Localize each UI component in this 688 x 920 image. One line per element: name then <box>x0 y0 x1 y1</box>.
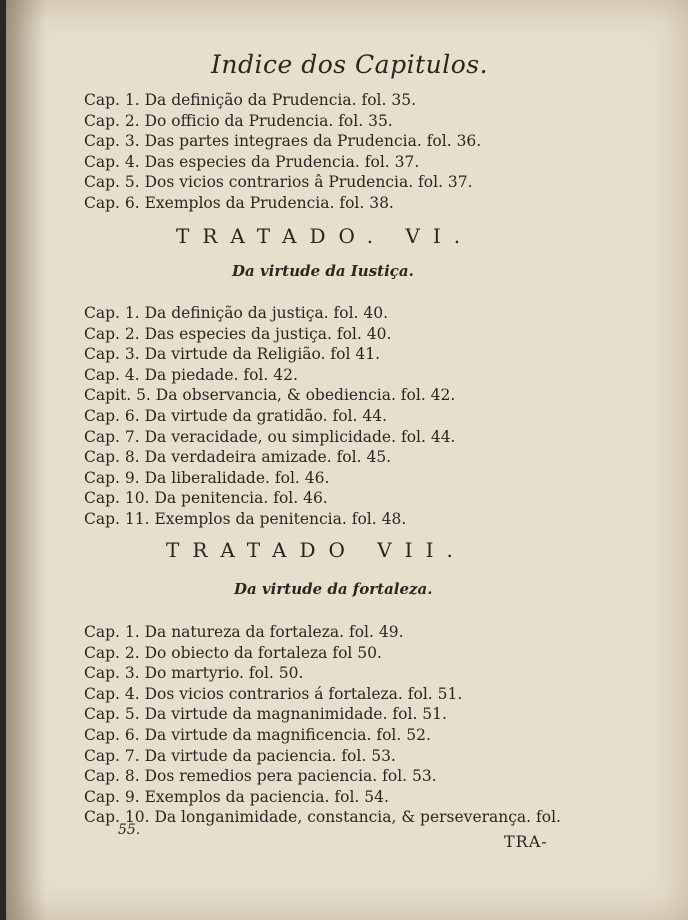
page-continuation: 55. <box>118 822 141 838</box>
toc-entry: Cap. 2. Do officio da Prudencia. fol. 35. <box>84 111 393 130</box>
section-subheading: Da virtude da fortaleza. <box>234 580 433 598</box>
toc-entry: Cap. 9. Exemplos da paciencia. fol. 54. <box>84 787 389 806</box>
toc-entry: Cap. 8. Dos remedios pera paciencia. fol. 53. <box>84 767 437 786</box>
toc-entry: Cap. 6. Da virtude da gratidão. fol. 44. <box>84 406 387 425</box>
toc-entry: Cap. 6. Da virtude da magnificencia. fol. 52. <box>84 725 431 744</box>
page-title: Indice dos Capitulos. <box>211 50 489 79</box>
section3-entries <box>84 622 561 828</box>
section1-entries <box>84 90 481 214</box>
section2-entries <box>84 303 456 530</box>
catchword: TRA- <box>504 832 548 851</box>
toc-entry: Cap. 1. Da natureza da fortaleza. fol. 49. <box>84 623 404 641</box>
toc-entry: Cap. 4. Dos vicios contrarios á fortaleza. fol. 51. <box>84 684 463 703</box>
section-subheading: Da virtude da Iustiça. <box>232 262 414 280</box>
toc-entry: Cap. 8. Da verdadeira amizade. fol. 45. <box>84 448 392 467</box>
toc-entry: Capit. 5. Da observancia, & obediencia. fol. 42. <box>84 386 456 405</box>
toc-entry: Cap. 7. Da virtude da paciencia. fol. 53. <box>84 746 396 765</box>
toc-entry: Cap. 9. Da liberalidade. fol. 46. <box>84 468 330 487</box>
section-heading: TRATADO. VI. <box>176 224 474 248</box>
toc-entry: Cap. 2. Do obiecto da fortaleza fol 50. <box>84 643 382 662</box>
toc-entry: Cap. 3. Das partes integraes da Prudencia. fol. 36. <box>84 132 482 151</box>
toc-entry: Cap. 6. Exemplos da Prudencia. fol. 38. <box>84 193 394 212</box>
toc-entry: Cap. 1. Da definição da Prudencia. fol. 35. <box>84 91 416 109</box>
toc-entry: Cap. 3. Do martyrio. fol. 50. <box>84 664 304 683</box>
toc-entry: Cap. 5. Dos vicios contrarios â Prudencia. fol. 37. <box>84 173 473 192</box>
section-heading: TRATADO VII. <box>166 538 466 562</box>
toc-entry: Cap. 1. Da definição da justiça. fol. 40. <box>84 304 389 322</box>
toc-entry: Cap. 10. Da longanimidade, constancia, & perseverança. fol. <box>84 808 561 827</box>
toc-entry: Cap. 10. Da penitencia. fol. 46. <box>84 489 328 508</box>
book-page <box>6 0 688 920</box>
toc-entry: Cap. 5. Da virtude da magnanimidade. fol. 51. <box>84 705 447 724</box>
page-gutter-shadow <box>6 0 46 920</box>
toc-entry: Cap. 7. Da veracidade, ou simplicidade. fol. 44. <box>84 427 456 446</box>
toc-entry: Cap. 3. Da virtude da Religião. fol 41. <box>84 345 381 364</box>
toc-entry: Cap. 11. Exemplos da penitencia. fol. 48. <box>84 509 407 528</box>
toc-entry: Cap. 4. Das especies da Prudencia. fol. 37. <box>84 152 420 171</box>
toc-entry: Cap. 2. Das especies da justiça. fol. 40. <box>84 324 392 343</box>
toc-entry: Cap. 4. Da piedade. fol. 42. <box>84 365 298 384</box>
